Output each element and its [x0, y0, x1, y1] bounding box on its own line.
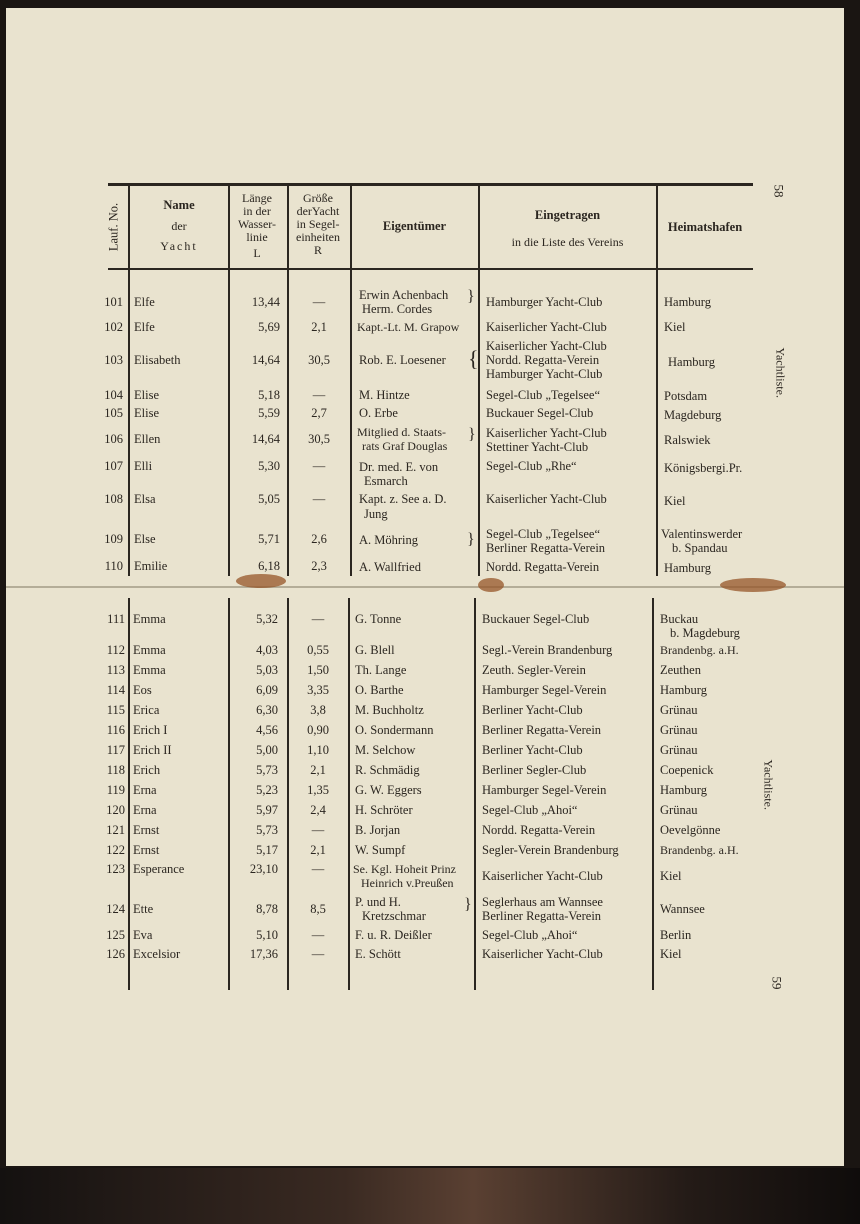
owner-line: Erwin Achenbach	[359, 288, 449, 302]
club-line: Berliner Segler-Club	[482, 763, 587, 777]
club-line: Segel-Club „Tegelsee“	[486, 388, 601, 402]
header-laenge-line3: Wasser-	[237, 217, 277, 231]
yacht-name: Elfe	[134, 320, 155, 334]
yacht-name: Emma	[133, 643, 166, 657]
yacht-name: Erich I	[133, 723, 168, 737]
port-line: Grünau	[660, 743, 698, 757]
header-eingetragen: Eingetragen	[534, 208, 601, 222]
port-line: b. Magdeburg	[670, 626, 740, 640]
yacht-name: Esperance	[133, 862, 185, 876]
yacht-name: Elsa	[134, 492, 156, 506]
col-divider	[128, 598, 130, 990]
owner-line: O. Erbe	[359, 406, 398, 420]
yacht-name: Elfe	[134, 295, 155, 309]
size-value: 2,1	[310, 843, 326, 857]
length-value: 5,71	[258, 532, 280, 546]
row-number: 113	[106, 663, 125, 677]
yacht-name: Elisabeth	[134, 353, 181, 367]
size-value: 3,8	[310, 703, 326, 717]
length-value: 6,30	[256, 703, 278, 717]
header-name-line1: Name	[163, 198, 195, 212]
port-line: Kiel	[660, 869, 682, 883]
length-value: 5,17	[256, 843, 278, 857]
port-line: Grünau	[660, 703, 698, 717]
port-line: Grünau	[660, 723, 698, 737]
size-value: 2,6	[311, 532, 327, 546]
stain-mark	[720, 578, 786, 592]
club-line: Buckauer Segel-Club	[486, 406, 594, 420]
length-value: 14,64	[251, 432, 280, 446]
row-number: 112	[106, 643, 125, 657]
port-line: Hamburg	[660, 783, 707, 797]
port-line: Potsdam	[664, 389, 708, 403]
row-number: 102	[104, 320, 123, 334]
row-number: 121	[106, 823, 125, 837]
row-number: 101	[104, 295, 123, 309]
port-line: Berlin	[660, 928, 692, 942]
yacht-name: Ernst	[133, 843, 160, 857]
port-line: Brandenbg. a.H.	[660, 643, 739, 657]
stain-mark	[478, 578, 504, 592]
brace-mark: }	[464, 896, 472, 913]
col-divider	[128, 186, 130, 576]
size-value: —	[311, 823, 325, 837]
row-number: 122	[106, 843, 125, 857]
length-value: 5,05	[258, 492, 280, 506]
row-number: 111	[107, 612, 125, 626]
background-strip	[0, 1168, 860, 1224]
club-line: Stettiner Yacht-Club	[486, 440, 589, 454]
club-line: Nordd. Regatta-Verein	[486, 353, 600, 367]
owner-line: O. Sondermann	[355, 723, 434, 737]
club-line: Segel-Club „Tegelsee“	[486, 527, 601, 541]
header-laenge-line2: in der	[243, 204, 271, 218]
row-number: 119	[106, 783, 125, 797]
header-laenge-line1: Länge	[242, 191, 272, 205]
length-value: 5,73	[256, 763, 278, 777]
owner-line: Esmarch	[364, 474, 408, 488]
header-laenge-line4: linie	[246, 230, 268, 244]
brace-mark: }	[468, 426, 476, 443]
club-line: Segel-Club „Rhe“	[486, 459, 577, 473]
owner-line: Herm. Cordes	[362, 302, 433, 316]
port-line: Ralswiek	[664, 433, 711, 447]
col-divider	[652, 598, 654, 990]
port-line: Zeuthen	[660, 663, 701, 677]
size-value: —	[312, 459, 326, 473]
owner-line: A. Möhring	[359, 533, 419, 547]
owner-line: Kapt. z. See a. D.	[359, 492, 447, 506]
yacht-name: Erica	[133, 703, 160, 717]
row-number: 117	[106, 743, 125, 757]
club-line: Segl.-Verein Brandenburg	[482, 643, 613, 657]
port-line: Hamburg	[664, 561, 711, 575]
owner-line: P. und H.	[355, 895, 401, 909]
running-title: Yachtliste.	[761, 759, 776, 810]
header-name-line2: der	[171, 219, 187, 233]
port-line: Kiel	[660, 947, 682, 961]
yacht-name: Ellen	[134, 432, 161, 446]
port-line: Hamburg	[668, 355, 715, 369]
length-value: 6,18	[258, 559, 280, 573]
size-value: —	[311, 612, 325, 626]
row-number: 120	[106, 803, 125, 817]
length-value: 13,44	[251, 295, 280, 309]
port-line: Wannsee	[660, 902, 705, 916]
length-value: 17,36	[249, 947, 278, 961]
yacht-name: Erich II	[133, 743, 172, 757]
club-line: Segel-Club „Ahoi“	[482, 803, 578, 817]
length-value: 5,23	[256, 783, 278, 797]
owner-line: Kapt.-Lt. M. Grapow	[357, 320, 460, 334]
port-line: Magdeburg	[664, 408, 722, 422]
row-number: 126	[106, 947, 125, 961]
row-number: 114	[106, 683, 125, 697]
row-number: 124	[106, 902, 125, 916]
length-value: 5,00	[256, 743, 278, 757]
owner-line: B. Jorjan	[355, 823, 401, 837]
length-value: 5,97	[256, 803, 278, 817]
size-value: 0,55	[307, 643, 329, 657]
header-groesse-line1: Größe	[303, 191, 333, 205]
club-line: Kaiserlicher Yacht-Club	[486, 320, 607, 334]
owner-line: G. Tonne	[355, 612, 402, 626]
row-number: 105	[104, 406, 123, 420]
row-number: 123	[106, 862, 125, 876]
length-value: 14,64	[251, 353, 280, 367]
owner-line: W. Sumpf	[355, 843, 406, 857]
port-line: Hamburg	[664, 295, 711, 309]
yacht-name: Elise	[134, 388, 159, 402]
size-value: —	[311, 928, 325, 942]
header-groesse-line3: in Segel-	[296, 217, 340, 231]
yacht-name: Erna	[133, 803, 157, 817]
owner-line: Jung	[364, 507, 388, 521]
size-value: 0,90	[307, 723, 329, 737]
row-number: 118	[106, 763, 125, 777]
header-heimatshafen: Heimatshafen	[667, 220, 743, 234]
port-line: Brandenbg. a.H.	[660, 843, 739, 857]
club-line: Zeuth. Segler-Verein	[482, 663, 586, 677]
size-value: —	[311, 947, 325, 961]
owner-line: O. Barthe	[355, 683, 404, 697]
col-divider	[348, 598, 350, 990]
club-line: Hamburger Segel-Verein	[482, 683, 607, 697]
club-line: Kaiserlicher Yacht-Club	[486, 492, 607, 506]
length-value: 5,32	[256, 612, 278, 626]
owner-line: Kretzschmar	[362, 909, 426, 923]
club-line: Hamburger Yacht-Club	[486, 367, 603, 381]
club-line: Segler-Verein Brandenburg	[482, 843, 619, 857]
size-value: 3,35	[307, 683, 329, 697]
length-value: 5,18	[258, 388, 280, 402]
club-line: Berliner Yacht-Club	[482, 703, 583, 717]
col-divider	[474, 598, 476, 990]
owner-line: G. W. Eggers	[355, 783, 422, 797]
row-number: 125	[106, 928, 125, 942]
club-line: Seglerhaus am Wannsee	[482, 895, 603, 909]
length-value: 8,78	[256, 902, 278, 916]
stain-mark	[236, 574, 286, 588]
header-laenge-symbol: L	[253, 246, 261, 260]
running-title: Yachtliste.	[773, 347, 788, 398]
row-number: 107	[104, 459, 123, 473]
club-line: Kaiserlicher Yacht-Club	[486, 339, 607, 353]
length-value: 6,09	[256, 683, 278, 697]
header-eingetragen-sub: in die Liste des Vereins	[511, 235, 624, 249]
owner-line: rats Graf Douglas	[362, 439, 448, 453]
club-line: Berliner Regatta-Verein	[482, 909, 602, 923]
port-line: b. Spandau	[672, 541, 728, 555]
port-line: Grünau	[660, 803, 698, 817]
owner-line: Mitglied d. Staats-	[357, 425, 446, 439]
size-value: 2,4	[310, 803, 326, 817]
yacht-name: Emma	[133, 612, 166, 626]
owner-line: F. u. R. Deißler	[355, 928, 432, 942]
size-value: 1,35	[307, 783, 329, 797]
row-number: 115	[106, 703, 125, 717]
col-divider	[656, 186, 658, 576]
header-groesse-line4: einheiten	[296, 230, 340, 244]
row-number: 109	[104, 532, 123, 546]
yacht-name: Excelsior	[133, 947, 181, 961]
owner-line: A. Wallfried	[359, 560, 421, 574]
brace-mark: }	[467, 288, 475, 305]
yacht-name: Emma	[133, 663, 166, 677]
size-value: 8,5	[310, 902, 326, 916]
yacht-name: Erna	[133, 783, 157, 797]
owner-line: E. Schött	[355, 947, 401, 961]
length-value: 5,30	[258, 459, 280, 473]
row-number: 104	[104, 388, 123, 402]
size-value: 2,1	[310, 763, 326, 777]
port-line: Buckau	[660, 612, 699, 626]
owner-line: R. Schmädig	[355, 763, 420, 777]
port-line: Hamburg	[660, 683, 707, 697]
owner-line: H. Schröter	[355, 803, 413, 817]
brace-mark: {	[468, 346, 479, 371]
club-line: Kaiserlicher Yacht-Club	[486, 426, 607, 440]
club-line: Kaiserlicher Yacht-Club	[482, 869, 603, 883]
size-value: 2,7	[311, 406, 327, 420]
yacht-name: Eva	[133, 928, 153, 942]
page-number: 59	[769, 976, 785, 990]
length-value: 5,69	[258, 320, 280, 334]
header-lauf-no: Lauf. No.	[106, 202, 121, 252]
col-divider	[228, 186, 230, 576]
header-name-line3: Yacht	[160, 239, 198, 253]
col-divider	[478, 186, 480, 576]
owner-line: M. Buchholtz	[355, 703, 424, 717]
club-line: Berliner Yacht-Club	[482, 743, 583, 757]
length-value: 5,73	[256, 823, 278, 837]
port-line: Coepenick	[660, 763, 714, 777]
row-number: 106	[104, 432, 123, 446]
header-eigentuemer: Eigentümer	[382, 219, 447, 233]
yacht-name: Emilie	[134, 559, 168, 573]
size-value: —	[311, 862, 325, 876]
owner-line: Se. Kgl. Hoheit Prinz	[353, 862, 456, 876]
owner-line: M. Hintze	[359, 388, 410, 402]
club-line: Hamburger Yacht-Club	[486, 295, 603, 309]
size-value: 1,10	[307, 743, 329, 757]
col-divider	[287, 186, 289, 576]
yacht-name: Erich	[133, 763, 161, 777]
col-divider	[350, 186, 352, 576]
port-line: Oevelgönne	[660, 823, 721, 837]
size-value: 1,50	[307, 663, 329, 677]
size-value: —	[312, 492, 326, 506]
owner-line: Dr. med. E. von	[359, 460, 439, 474]
size-value: —	[312, 295, 326, 309]
row-number: 110	[104, 559, 123, 573]
club-line: Hamburger Segel-Verein	[482, 783, 607, 797]
owner-line: Rob. E. Loesener	[359, 353, 446, 367]
owner-line: M. Selchow	[355, 743, 416, 757]
club-line: Nordd. Regatta-Verein	[486, 560, 600, 574]
yacht-name: Elli	[134, 459, 153, 473]
length-value: 5,03	[256, 663, 278, 677]
row-number: 108	[104, 492, 123, 506]
length-value: 23,10	[249, 862, 278, 876]
yacht-name: Elise	[134, 406, 159, 420]
club-line: Nordd. Regatta-Verein	[482, 823, 596, 837]
row-number: 103	[104, 353, 123, 367]
header-groesse-symbol: R	[313, 243, 322, 257]
length-value: 4,56	[256, 723, 278, 737]
club-line: Berliner Regatta-Verein	[482, 723, 602, 737]
club-line: Kaiserlicher Yacht-Club	[482, 947, 603, 961]
club-line: Segel-Club „Ahoi“	[482, 928, 578, 942]
owner-line: G. Blell	[355, 643, 395, 657]
row-number: 116	[106, 723, 125, 737]
length-value: 5,10	[256, 928, 278, 942]
club-line: Buckauer Segel-Club	[482, 612, 590, 626]
page-number: 58	[771, 184, 787, 198]
yacht-name: Eos	[133, 683, 152, 697]
yacht-name: Ette	[133, 902, 154, 916]
port-line: Kiel	[664, 320, 686, 334]
size-value: —	[312, 388, 326, 402]
port-line: Kiel	[664, 494, 686, 508]
yacht-name: Ernst	[133, 823, 160, 837]
size-value: 2,1	[311, 320, 327, 334]
yacht-name: Else	[134, 532, 156, 546]
owner-line: Th. Lange	[355, 663, 407, 677]
club-line: Berliner Regatta-Verein	[486, 541, 606, 555]
length-value: 5,59	[258, 406, 280, 420]
brace-mark: }	[467, 531, 475, 548]
size-value: 30,5	[308, 353, 330, 367]
size-value: 30,5	[308, 432, 330, 446]
port-line: Königsbergi.Pr.	[664, 461, 743, 475]
header-groesse-line2: derYacht	[296, 204, 340, 218]
owner-line: Heinrich v.Preußen	[361, 876, 454, 890]
size-value: 2,3	[311, 559, 327, 573]
port-line: Valentinswerder	[661, 527, 743, 541]
length-value: 4,03	[256, 643, 278, 657]
